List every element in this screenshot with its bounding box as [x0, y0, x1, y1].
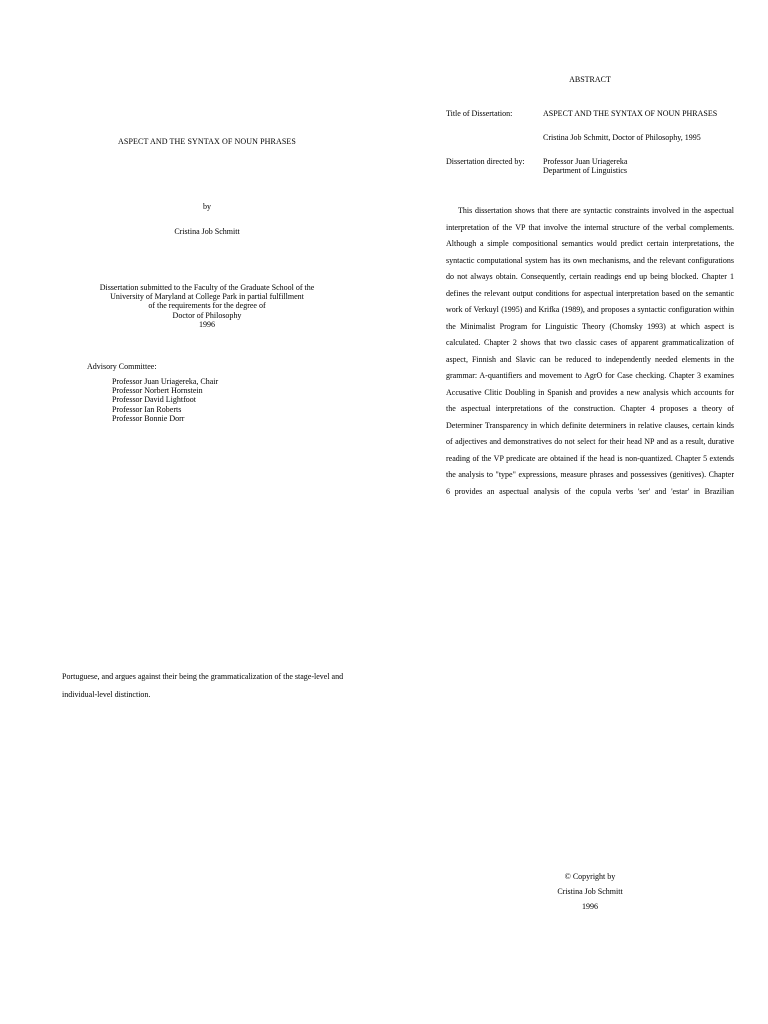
abstract-line: of adjectives and demonstratives do not select for their head NP and as a result, durative	[446, 437, 734, 446]
abstract-body	[446, 203, 734, 500]
submission-line: Dissertation submitted to the Faculty of the Graduate School of the	[99, 283, 315, 292]
abstract-line: Determiner Transparency in which definite determiners in relative clauses, certain kinds	[446, 420, 734, 430]
committee-member: Professor Bonnie Dorr	[112, 413, 185, 423]
submission-line: University of Maryland at College Park in partial fulfillment	[110, 292, 304, 302]
director-label: Dissertation directed by:	[446, 157, 525, 166]
abstract-line: the analysis to "type" expressions, measure phrases and possessives (genitives). Chapter	[446, 470, 734, 479]
abstract-line: Accusative Clitic Doubling in Spanish and provides a new analysis which accounts for	[446, 387, 734, 397]
submission-year: 1996	[199, 319, 215, 329]
abstract-line: do not always obtain. Consequently, certain readings end up being blocked. Chapter 1	[446, 272, 734, 281]
thesis-title: ASPECT AND THE SYNTAX OF NOUN PHRASES	[118, 137, 296, 146]
abstract-continuation	[62, 668, 354, 704]
director-department: Department of Linguistics	[543, 166, 627, 176]
abstract-line: Although a simple compositional semantics would predict certain interpretations, the	[446, 239, 734, 248]
abstract-line: This dissertation shows that there are syntactic constraints involved in the aspectual	[458, 206, 734, 215]
abstract-line: the Minimalist Program for Linguistic Theory (Chomsky 1993) at which aspect is	[446, 321, 734, 331]
committee-member: Professor David Lightfoot	[112, 395, 196, 405]
copyright-notice	[445, 869, 735, 914]
degree-line: Cristina Job Schmitt, Doctor of Philosophy, 1995	[543, 133, 701, 142]
text-line: individual-level distinction.	[62, 690, 151, 699]
submission-statement	[62, 283, 352, 329]
title-label: Title of Dissertation:	[446, 109, 513, 118]
abstract-line: the aspectual interpretations of the construction. Chapter 4 proposes a theory of	[446, 404, 734, 413]
submission-line: Doctor of Philosophy	[172, 310, 242, 320]
committee-member: Professor Ian Roberts	[112, 404, 182, 414]
abstract-line: calculated. Chapter 2 shows that two classic cases of apparent grammaticalization of	[446, 338, 734, 347]
abstract-line: defines the relevant output conditions for aspectual interpretation based on the semantic	[446, 288, 734, 298]
committee-label: Advisory Committee:	[87, 362, 157, 371]
by-line: by	[203, 202, 211, 211]
author-name: Cristina Job Schmitt	[174, 227, 240, 236]
abstract-line: interpretation of the VP that involve the internal structure of the verbal complements.	[446, 222, 734, 232]
abstract-heading: ABSTRACT	[569, 75, 611, 84]
title-value: ASPECT AND THE SYNTAX OF NOUN PHRASES	[543, 109, 718, 118]
director-name: Professor Juan Uriagereka	[543, 157, 628, 166]
director-value	[543, 157, 627, 175]
copyright-holder: Cristina Job Schmitt	[557, 887, 623, 896]
copyright-line: © Copyright by	[564, 872, 616, 881]
copyright-year: 1996	[582, 902, 598, 911]
submission-line: of the requirements for the degree of	[148, 301, 266, 311]
committee-member: Professor Juan Uriagereka, Chair	[112, 377, 219, 386]
abstract-line: work of Verkuyl (1995) and Krifka (1989), and proposes a syntactic configuration within	[446, 305, 734, 314]
abstract-line: grammar: A-quantifiers and movement to AgrO for Case checking. Chapter 3 examines	[446, 371, 734, 380]
abstract-line: aspect, Finnish and Slavic can be reduced to independently needed elements in the	[446, 354, 734, 364]
committee-member: Professor Norbert Hornstein	[112, 386, 203, 396]
abstract-line: 6 provides an aspectual analysis of the copula verbs 'ser' and 'estar' in Brazilian	[446, 486, 734, 496]
text-line: Portuguese, and argues against their being the grammaticalization of the stage-level and	[62, 672, 344, 681]
abstract-line: reading of the VP predicate are obtained if the head is non-quantized. Chapter 5 extends	[446, 453, 734, 463]
abstract-line: syntactic computational system has its own mechanisms, and the relevant configurations	[446, 255, 734, 265]
committee-list	[112, 377, 218, 423]
